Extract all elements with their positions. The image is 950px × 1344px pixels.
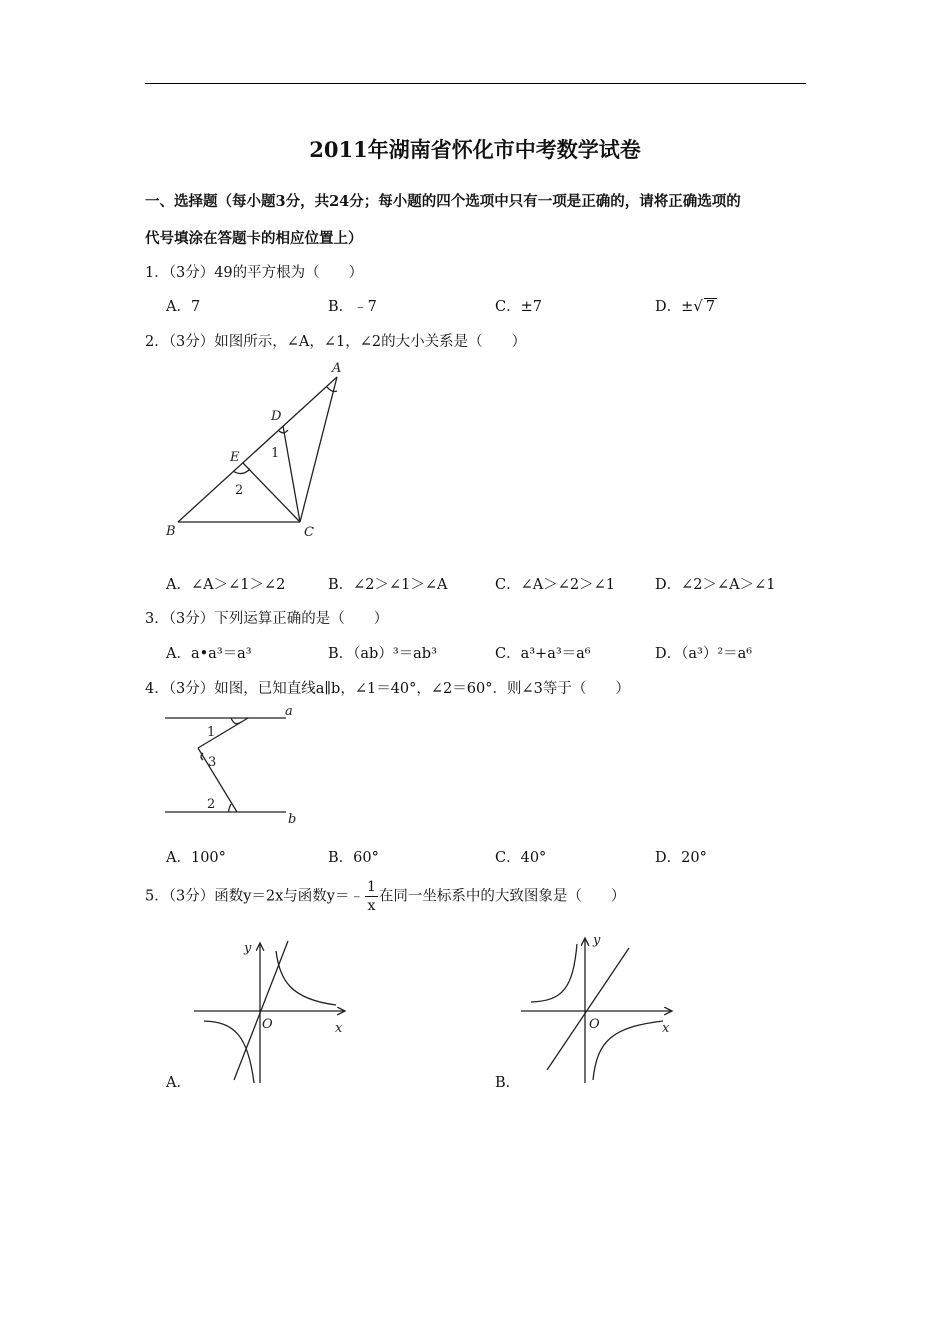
q5a-label-o: O: [262, 1017, 273, 1032]
q2-label-a: A: [332, 361, 342, 376]
q4-option-c: C．40°: [495, 850, 547, 866]
q5-option-b: B．: [495, 1075, 521, 1091]
q2-option-a: A．∠A＞∠1＞∠2: [166, 577, 286, 593]
q2-triangle-figure: [160, 355, 360, 545]
q5-fraction-denominator: x: [367, 898, 376, 914]
q5-fraction: [365, 880, 378, 913]
question-5-stem: [145, 880, 625, 913]
q4-label-b: b: [288, 812, 297, 827]
q4-label-2: 2: [207, 797, 216, 812]
top-rule: [145, 83, 806, 84]
q2-label-e: E: [230, 450, 240, 465]
q5-stem-after: 在同一坐标系中的大致图象是（ ）: [378, 888, 626, 905]
q3-option-a: A．a•a³＝a³: [166, 646, 252, 662]
question-2-stem: 2．（3分）如图所示，∠A，∠1，∠2的大小关系是（ ）: [145, 334, 527, 350]
q5a-label-x: x: [335, 1021, 343, 1036]
q4-label-1: 1: [207, 725, 216, 740]
q5b-label-o: O: [589, 1017, 600, 1032]
q5a-hyperbola-quadrant-1: [276, 951, 336, 1005]
q5-graph-b: [517, 930, 682, 1085]
q5-graph-a: [190, 935, 355, 1085]
q1-option-c: C．±7: [495, 299, 542, 315]
q5b-label-y: y: [593, 933, 601, 948]
q3-option-c: C．a³+a³＝a⁶: [495, 646, 591, 662]
q5-fraction-numerator: 1: [367, 879, 376, 895]
q2-angle-a-arc: [327, 387, 337, 392]
q4-label-3: 3: [208, 755, 217, 770]
section-heading-line2: 代号填涂在答题卡的相应位置上）: [145, 230, 363, 247]
q2-option-c: C．∠A＞∠2＞∠1: [495, 577, 615, 593]
q4-option-b: B．60°: [328, 850, 379, 866]
q1-option-d-label: D．±: [655, 299, 694, 315]
q5-stem-before: 5．（3分）函数y＝2x与函数y＝﹣: [145, 888, 364, 905]
q2-label-1: 1: [271, 446, 280, 461]
q5b-label-x: x: [662, 1021, 670, 1036]
q5-option-a: A．: [166, 1075, 191, 1091]
question-4-stem: 4．（3分）如图，已知直线a∥b，∠1＝40°，∠2＝60°．则∠3等于（ ）: [145, 681, 630, 697]
q1-sqrt-radicand: 7: [705, 299, 716, 315]
question-1-stem: 1．（3分）49的平方根为（ ）: [145, 265, 364, 281]
question-3-stem: 3．（3分）下列运算正确的是（ ）: [145, 611, 389, 627]
q2-label-b: B: [166, 524, 176, 539]
q1-option-a: A．7: [166, 299, 201, 315]
q4-option-d: D．20°: [655, 850, 707, 866]
section-heading-line1: 一、选择题（每小题3分，共24分；每小题的四个选项中只有一项是正确的，请将正确选项的: [145, 193, 741, 210]
q4-segment-lower: [198, 748, 237, 812]
q2-label-c: C: [304, 525, 314, 540]
q3-option-d: D．（a³）²＝a⁶: [655, 646, 753, 662]
q5b-linear-graph: [547, 948, 629, 1070]
q4-label-a: a: [285, 704, 293, 719]
q2-line-ca: [300, 377, 337, 522]
q2-option-b: B．∠2＞∠1＞∠A: [328, 577, 448, 593]
page-title: 2011年湖南省怀化市中考数学试卷: [309, 137, 641, 162]
q5b-hyperbola-quadrant-4: [593, 1021, 663, 1080]
q5a-label-y: y: [244, 941, 252, 956]
q4-angle-1-arc: [231, 718, 241, 724]
q2-label-2: 2: [235, 483, 244, 498]
q2-option-d: D．∠2＞∠A＞∠1: [655, 577, 776, 593]
q2-label-d: D: [271, 409, 282, 424]
q5a-hyperbola-quadrant-3: [204, 1021, 254, 1083]
q4-option-a: A．100°: [166, 850, 226, 866]
q2-line-ba: [178, 377, 337, 522]
q1-option-d: D．±√ 7: [655, 297, 716, 315]
q3-option-b: B．（ab）³＝ab³: [328, 646, 437, 662]
q4-parallel-lines-figure: [160, 700, 310, 830]
q1-option-b: B．﹣7: [328, 299, 377, 315]
q4-angle-2-arc: [229, 804, 231, 812]
q5b-hyperbola-quadrant-2: [531, 944, 577, 1002]
